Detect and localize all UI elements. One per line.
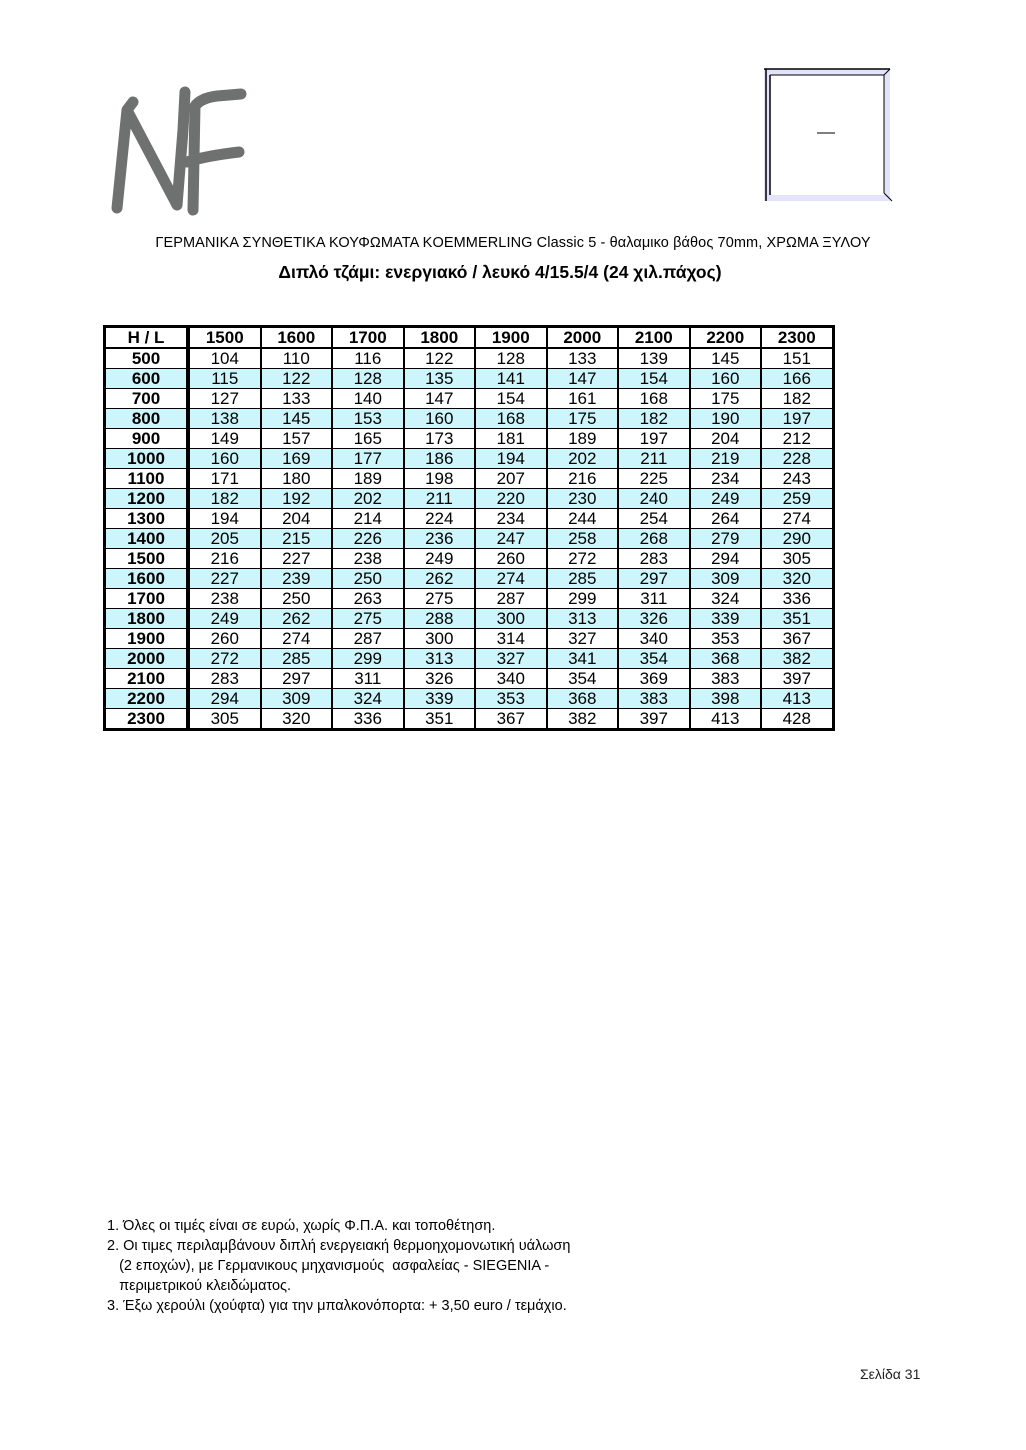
price-cell: 260 <box>475 549 547 569</box>
price-cell: 128 <box>475 348 547 369</box>
fixed-window-icon <box>760 65 894 205</box>
price-cell: 340 <box>618 629 690 649</box>
row-header: 1500 <box>105 549 189 569</box>
price-cell: 166 <box>761 369 833 389</box>
price-cell: 262 <box>261 609 333 629</box>
price-cell: 327 <box>547 629 619 649</box>
price-cell: 154 <box>475 389 547 409</box>
price-cell: 168 <box>475 409 547 429</box>
column-header: 1500 <box>188 327 261 349</box>
price-cell: 324 <box>332 689 404 709</box>
price-cell: 428 <box>761 709 833 730</box>
column-header: 2100 <box>618 327 690 349</box>
price-cell: 182 <box>761 389 833 409</box>
price-cell: 283 <box>188 669 261 689</box>
price-cell: 133 <box>547 348 619 369</box>
table-row <box>105 629 834 649</box>
price-cell: 320 <box>261 709 333 730</box>
table-row <box>105 389 834 409</box>
row-header: 800 <box>105 409 189 429</box>
price-cell: 311 <box>332 669 404 689</box>
nf-logo <box>105 80 275 220</box>
price-cell: 275 <box>404 589 476 609</box>
price-cell: 177 <box>332 449 404 469</box>
table-row <box>105 449 834 469</box>
price-cell: 290 <box>761 529 833 549</box>
price-cell: 194 <box>188 509 261 529</box>
price-cell: 140 <box>332 389 404 409</box>
price-cell: 285 <box>261 649 333 669</box>
table-row <box>105 709 834 730</box>
price-cell: 339 <box>404 689 476 709</box>
price-cell: 341 <box>547 649 619 669</box>
column-header: 1700 <box>332 327 404 349</box>
price-cell: 272 <box>188 649 261 669</box>
price-cell: 220 <box>475 489 547 509</box>
price-cell: 149 <box>188 429 261 449</box>
price-cell: 115 <box>188 369 261 389</box>
table-row <box>105 689 834 709</box>
row-header: 1200 <box>105 489 189 509</box>
price-cell: 274 <box>761 509 833 529</box>
row-header: 1900 <box>105 629 189 649</box>
price-cell: 297 <box>261 669 333 689</box>
price-cell: 367 <box>475 709 547 730</box>
row-header: 2100 <box>105 669 189 689</box>
table-row <box>105 589 834 609</box>
column-header: 1900 <box>475 327 547 349</box>
price-cell: 353 <box>475 689 547 709</box>
price-cell: 145 <box>261 409 333 429</box>
price-cell: 219 <box>690 449 762 469</box>
price-cell: 314 <box>475 629 547 649</box>
price-cell: 250 <box>261 589 333 609</box>
price-cell: 216 <box>547 469 619 489</box>
price-cell: 135 <box>404 369 476 389</box>
price-cell: 133 <box>261 389 333 409</box>
price-cell: 110 <box>261 348 333 369</box>
price-cell: 274 <box>261 629 333 649</box>
table-row <box>105 529 834 549</box>
footnotes <box>107 1216 570 1316</box>
price-cell: 413 <box>690 709 762 730</box>
price-cell: 161 <box>547 389 619 409</box>
price-cell: 309 <box>261 689 333 709</box>
price-cell: 313 <box>547 609 619 629</box>
price-cell: 353 <box>690 629 762 649</box>
table-row <box>105 348 834 369</box>
price-cell: 288 <box>404 609 476 629</box>
price-cell: 244 <box>547 509 619 529</box>
price-cell: 182 <box>188 489 261 509</box>
table-row <box>105 609 834 629</box>
price-cell: 305 <box>761 549 833 569</box>
price-cell: 397 <box>761 669 833 689</box>
price-table <box>103 325 835 731</box>
footnote-line: 2. Οι τιμες περιλαμβάνουν διπλή ενεργειακή θερμοηχομονωτική υάλωση <box>107 1238 571 1254</box>
price-cell: 274 <box>475 569 547 589</box>
price-cell: 173 <box>404 429 476 449</box>
price-cell: 294 <box>188 689 261 709</box>
price-cell: 228 <box>761 449 833 469</box>
price-cell: 202 <box>332 489 404 509</box>
price-cell: 202 <box>547 449 619 469</box>
price-cell: 287 <box>332 629 404 649</box>
price-cell: 382 <box>547 709 619 730</box>
price-cell: 139 <box>618 348 690 369</box>
price-cell: 227 <box>261 549 333 569</box>
price-cell: 182 <box>618 409 690 429</box>
price-cell: 340 <box>475 669 547 689</box>
table-row <box>105 649 834 669</box>
price-cell: 263 <box>332 589 404 609</box>
price-cell: 165 <box>332 429 404 449</box>
price-cell: 320 <box>761 569 833 589</box>
price-cell: 153 <box>332 409 404 429</box>
price-cell: 211 <box>404 489 476 509</box>
price-cell: 180 <box>261 469 333 489</box>
price-cell: 250 <box>332 569 404 589</box>
price-cell: 207 <box>475 469 547 489</box>
column-header: 2300 <box>761 327 833 349</box>
column-header: 2000 <box>547 327 619 349</box>
row-header: 1600 <box>105 569 189 589</box>
price-cell: 354 <box>547 669 619 689</box>
price-cell: 160 <box>188 449 261 469</box>
price-cell: 181 <box>475 429 547 449</box>
price-cell: 383 <box>690 669 762 689</box>
price-cell: 192 <box>261 489 333 509</box>
price-cell: 239 <box>261 569 333 589</box>
price-cell: 169 <box>261 449 333 469</box>
table-row <box>105 509 834 529</box>
table-header-row <box>105 327 834 349</box>
row-header: 900 <box>105 429 189 449</box>
price-cell: 211 <box>618 449 690 469</box>
price-cell: 300 <box>475 609 547 629</box>
table-row <box>105 549 834 569</box>
price-cell: 197 <box>618 429 690 449</box>
price-cell: 413 <box>761 689 833 709</box>
price-cell: 122 <box>261 369 333 389</box>
price-cell: 368 <box>547 689 619 709</box>
price-cell: 368 <box>690 649 762 669</box>
price-cell: 367 <box>761 629 833 649</box>
price-cell: 259 <box>761 489 833 509</box>
table-row <box>105 669 834 689</box>
price-cell: 127 <box>188 389 261 409</box>
price-cell: 249 <box>188 609 261 629</box>
price-cell: 383 <box>618 689 690 709</box>
price-cell: 234 <box>475 509 547 529</box>
price-cell: 175 <box>547 409 619 429</box>
price-cell: 297 <box>618 569 690 589</box>
table-row <box>105 429 834 449</box>
price-cell: 198 <box>404 469 476 489</box>
table-row <box>105 369 834 389</box>
price-cell: 249 <box>690 489 762 509</box>
price-cell: 104 <box>188 348 261 369</box>
table-row <box>105 469 834 489</box>
price-cell: 397 <box>618 709 690 730</box>
price-cell: 243 <box>761 469 833 489</box>
price-cell: 122 <box>404 348 476 369</box>
price-cell: 258 <box>547 529 619 549</box>
document-title: ΓΕΡΜΑΝΙΚΑ ΣΥΝΘΕΤΙΚΑ ΚΟΥΦΩΜΑΤΑ KOEMMERLING Classic 5 - θαλαμικο βάθος 70mm, ΧΡΩΜΑ ΞΥΛΟΥ <box>155 235 871 251</box>
footnote-line: (2 εποχών), με Γερμανικους μηχανισμούς ασφαλείας - SIEGENIA - <box>107 1258 550 1274</box>
column-header: 2200 <box>690 327 762 349</box>
price-cell: 190 <box>690 409 762 429</box>
price-cell: 262 <box>404 569 476 589</box>
page-number: Σελίδα 31 <box>860 1366 921 1382</box>
footnote-line: 3. Έξω χερούλι (χούφτα) για την μπαλκονόπορτα: + 3,50 euro / τεμάχιο. <box>107 1298 567 1314</box>
price-cell: 147 <box>404 389 476 409</box>
price-cell: 339 <box>690 609 762 629</box>
row-header: 2200 <box>105 689 189 709</box>
row-header: 1800 <box>105 609 189 629</box>
price-cell: 300 <box>404 629 476 649</box>
price-cell: 309 <box>690 569 762 589</box>
price-cell: 272 <box>547 549 619 569</box>
price-cell: 238 <box>188 589 261 609</box>
price-cell: 204 <box>690 429 762 449</box>
price-cell: 324 <box>690 589 762 609</box>
price-cell: 275 <box>332 609 404 629</box>
price-cell: 249 <box>404 549 476 569</box>
price-cell: 194 <box>475 449 547 469</box>
price-cell: 236 <box>404 529 476 549</box>
row-header: 1300 <box>105 509 189 529</box>
price-cell: 369 <box>618 669 690 689</box>
price-cell: 175 <box>690 389 762 409</box>
row-header: 700 <box>105 389 189 409</box>
price-cell: 351 <box>761 609 833 629</box>
price-cell: 326 <box>618 609 690 629</box>
price-cell: 234 <box>690 469 762 489</box>
column-header: 1600 <box>261 327 333 349</box>
row-header: 2000 <box>105 649 189 669</box>
price-cell: 138 <box>188 409 261 429</box>
price-cell: 145 <box>690 348 762 369</box>
row-header: 600 <box>105 369 189 389</box>
price-cell: 186 <box>404 449 476 469</box>
price-cell: 299 <box>332 649 404 669</box>
price-cell: 279 <box>690 529 762 549</box>
price-cell: 327 <box>475 649 547 669</box>
price-cell: 212 <box>761 429 833 449</box>
footnote-line: περιμετρικού κλειδώματος. <box>107 1278 292 1294</box>
price-cell: 294 <box>690 549 762 569</box>
price-cell: 260 <box>188 629 261 649</box>
price-cell: 128 <box>332 369 404 389</box>
price-cell: 189 <box>332 469 404 489</box>
row-header: 1100 <box>105 469 189 489</box>
table-row <box>105 409 834 429</box>
price-cell: 116 <box>332 348 404 369</box>
price-cell: 214 <box>332 509 404 529</box>
price-cell: 189 <box>547 429 619 449</box>
price-cell: 224 <box>404 509 476 529</box>
price-cell: 351 <box>404 709 476 730</box>
price-cell: 160 <box>690 369 762 389</box>
price-cell: 287 <box>475 589 547 609</box>
price-cell: 216 <box>188 549 261 569</box>
price-cell: 154 <box>618 369 690 389</box>
price-cell: 215 <box>261 529 333 549</box>
price-cell: 354 <box>618 649 690 669</box>
price-cell: 311 <box>618 589 690 609</box>
document-subtitle: Διπλό τζάμι: ενεργιακό / λευκό 4/15.5/4 (24 χιλ.πάχος) <box>278 262 722 282</box>
price-cell: 225 <box>618 469 690 489</box>
price-cell: 168 <box>618 389 690 409</box>
price-cell: 151 <box>761 348 833 369</box>
price-cell: 204 <box>261 509 333 529</box>
row-header: 1700 <box>105 589 189 609</box>
corner-header: H / L <box>105 327 189 349</box>
price-cell: 398 <box>690 689 762 709</box>
price-cell: 336 <box>761 589 833 609</box>
price-cell: 197 <box>761 409 833 429</box>
price-cell: 230 <box>547 489 619 509</box>
price-cell: 305 <box>188 709 261 730</box>
row-header: 500 <box>105 348 189 369</box>
table-row <box>105 569 834 589</box>
price-cell: 382 <box>761 649 833 669</box>
price-cell: 313 <box>404 649 476 669</box>
column-header: 1800 <box>404 327 476 349</box>
price-cell: 160 <box>404 409 476 429</box>
price-cell: 326 <box>404 669 476 689</box>
table-row <box>105 489 834 509</box>
price-cell: 285 <box>547 569 619 589</box>
table-body <box>105 348 834 730</box>
price-cell: 268 <box>618 529 690 549</box>
price-cell: 336 <box>332 709 404 730</box>
price-cell: 157 <box>261 429 333 449</box>
price-cell: 147 <box>547 369 619 389</box>
price-cell: 264 <box>690 509 762 529</box>
price-cell: 141 <box>475 369 547 389</box>
price-cell: 227 <box>188 569 261 589</box>
footnote-line: 1. Όλες οι τιμές είναι σε ευρώ, χωρίς Φ.Π.Α. και τοποθέτηση. <box>107 1218 496 1234</box>
price-cell: 205 <box>188 529 261 549</box>
row-header: 2300 <box>105 709 189 730</box>
price-cell: 254 <box>618 509 690 529</box>
price-cell: 171 <box>188 469 261 489</box>
price-cell: 226 <box>332 529 404 549</box>
price-cell: 247 <box>475 529 547 549</box>
row-header: 1400 <box>105 529 189 549</box>
price-cell: 238 <box>332 549 404 569</box>
price-cell: 299 <box>547 589 619 609</box>
price-cell: 283 <box>618 549 690 569</box>
price-cell: 240 <box>618 489 690 509</box>
row-header: 1000 <box>105 449 189 469</box>
